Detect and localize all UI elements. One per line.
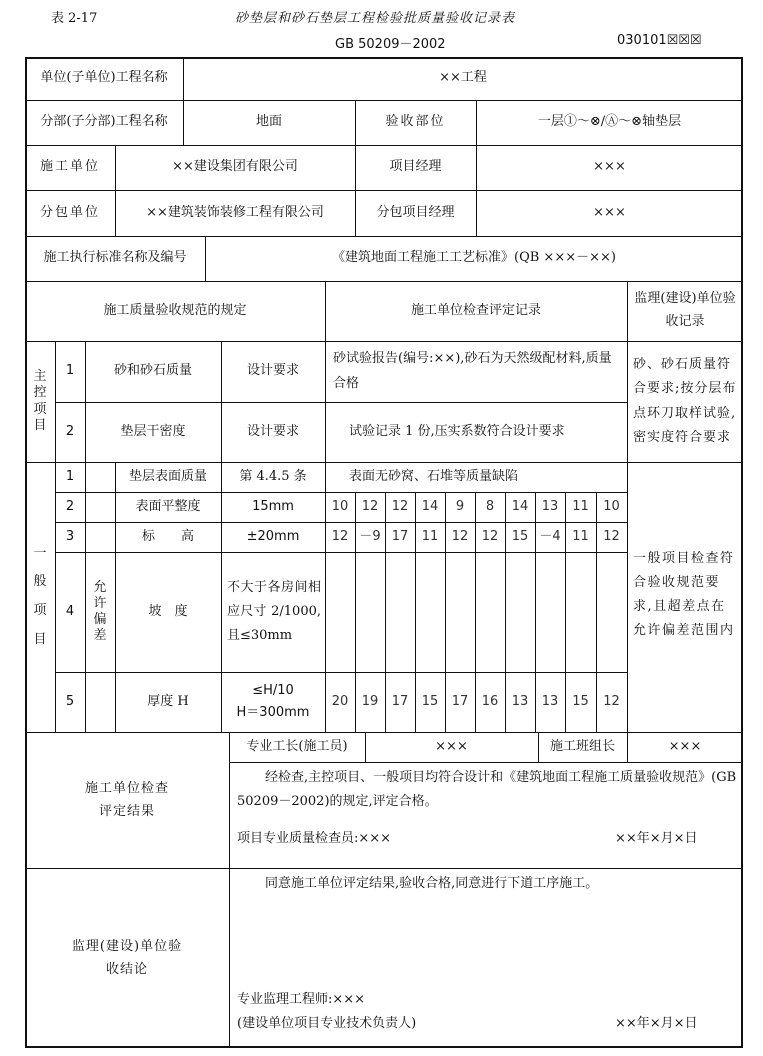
- main-item-2-req: 设计要求: [246, 423, 299, 439]
- measurement-cell: 14: [511, 498, 529, 514]
- standard-value: 《建筑地面工程施工工艺标准》(QB ×××－××): [332, 250, 616, 266]
- subcontractor-value: ××建筑装饰装修工程有限公司: [146, 204, 324, 220]
- measurement-cell: 15: [572, 693, 589, 709]
- measurement-cell: －4: [539, 528, 561, 544]
- form-title: 砂垫层和砂石垫层工程检验批质量验收记录表: [235, 11, 516, 26]
- measurement-cell: 17: [391, 528, 409, 544]
- measurement-cell: 15: [421, 693, 439, 709]
- check-column-header: 施工单位检查评定记录: [410, 302, 541, 318]
- measurement-cell: 10: [331, 498, 349, 514]
- general-supervision: 一般项目检查符合验收规范要求,且超差点在允许偏差范围内: [633, 550, 735, 639]
- general-item-2-no: 2: [65, 498, 75, 514]
- measurement-cell: 12: [391, 498, 409, 514]
- measurement-cell: [355, 552, 385, 672]
- general-item-1-name: 垫层表面质量: [128, 468, 207, 484]
- result-date: ××年×月×日: [615, 830, 698, 846]
- general-item-5-req: [221, 672, 325, 732]
- part-label: 验收部位: [385, 114, 446, 130]
- main-item-2-no: 2: [65, 423, 75, 439]
- general-item-4-name: 坡 度: [148, 603, 188, 619]
- tolerance-label: [87, 492, 113, 732]
- spec-column-header: 施工质量验收规范的规定: [103, 302, 247, 318]
- sub-pm-value: ×××: [593, 204, 626, 220]
- main-control-label-text: 主控项目: [33, 369, 47, 433]
- general-item-1-record: 表面无砂窝、石堆等质量缺陷: [349, 468, 519, 484]
- conclusion-label: [60, 930, 194, 986]
- measurement-cell: 9: [455, 498, 465, 514]
- measurement-cell: [505, 552, 535, 672]
- measurement-cell: 13: [511, 693, 529, 709]
- engineer-note: (建设单位项目专业技术负责人): [237, 1015, 417, 1031]
- main-item-1-record: 砂试验报告(编号:××),砂石为天然级配材料,质量合格: [333, 351, 612, 391]
- measurement-cell: 12: [331, 528, 349, 544]
- part-value: 一层①～⊗/Ⓐ～⊗轴垫层: [537, 114, 682, 130]
- measurement-cell: 12: [603, 693, 620, 709]
- measurement-cell: 13: [541, 693, 559, 709]
- general-item-2-name: 表面平整度: [135, 498, 201, 514]
- sub-unit-label: 分部(子分部)工程名称: [40, 114, 168, 130]
- measurement-cell: 8: [485, 498, 495, 514]
- measurement-cell: 17: [451, 693, 469, 709]
- measurement-cell: 17: [391, 693, 409, 709]
- measurement-cell: [385, 552, 415, 672]
- measurement-cell: 11: [421, 528, 439, 544]
- general-item-4-no: 4: [65, 603, 75, 619]
- form-code: 030101☒☒☒: [617, 33, 702, 48]
- form-number: 表 2-17: [51, 11, 98, 26]
- supervision-column-header: 监理(建设)单位验收记录: [634, 291, 736, 329]
- standard-number: GB 50209－2002: [335, 37, 446, 52]
- measurement-cell: 20: [331, 693, 349, 709]
- measurement-cell: [475, 552, 505, 672]
- general-item-1-req: 第 4.4.5 条: [239, 468, 307, 484]
- sub-unit-value: 地面: [255, 114, 282, 130]
- team-leader-value: ×××: [668, 738, 702, 754]
- general-item-5-req-line2: H＝300mm: [236, 705, 310, 720]
- contractor-value: ××建设集团有限公司: [172, 159, 298, 175]
- measurement-cell: 13: [541, 498, 559, 514]
- measurement-cell: 15: [511, 528, 529, 544]
- measurement-cell: －9: [359, 528, 381, 544]
- measurement-cell: 12: [451, 528, 469, 544]
- measurement-cell: 19: [361, 693, 379, 709]
- result-label: [60, 772, 194, 828]
- quality-inspector: 项目专业质量检查员:×××: [237, 830, 392, 846]
- measurement-cell: [415, 552, 445, 672]
- main-item-2-name: 垫层干密度: [120, 423, 186, 439]
- main-control-supervision: 砂、砂石质量符合要求;按分层布点环刀取样试验,密实度符合要求: [633, 357, 737, 445]
- standard-label: 施工执行标准名称及编号: [43, 250, 187, 266]
- unit-name-label: 单位(子单位)工程名称: [40, 70, 168, 86]
- result-label-text: 施工单位检查评定结果: [85, 780, 170, 819]
- main-control-label: [27, 341, 53, 462]
- general-item-4-req: 不大于各房间相应尺寸 2/1000,且≤30mm: [227, 579, 321, 644]
- measurement-cell: 12: [603, 528, 620, 544]
- main-item-1-req: 设计要求: [246, 363, 299, 379]
- measurement-cell: [565, 552, 596, 672]
- measurement-cell: 16: [481, 693, 499, 709]
- result-text: 经检查,主控项目、一般项目均符合设计和《建筑地面工程施工质量验收规范》(GB 50209－2002)的规定,评定合格。: [237, 770, 737, 810]
- foreman-label: 专业工长(施工员): [246, 738, 348, 754]
- general-item-3-name: 标 高: [141, 528, 194, 544]
- pm-value: ×××: [593, 159, 626, 175]
- subcontractor-label: 分包单位: [39, 204, 100, 220]
- general-label-text: 一般项目: [33, 545, 47, 647]
- general-item-5-name: 厚度 H: [147, 693, 189, 709]
- tolerance-label-text: 允许偏差: [93, 579, 107, 644]
- main-item-1-no: 1: [65, 363, 75, 379]
- measurement-cell: [325, 552, 355, 672]
- measurement-cell: 14: [421, 498, 439, 514]
- measurement-cell: 10: [603, 498, 620, 514]
- measurement-cell: 11: [572, 528, 589, 544]
- main-item-2-record: 试验记录 1 份,压实系数符合设计要求: [349, 423, 565, 439]
- measurement-cell: [596, 552, 627, 672]
- sub-pm-label: 分包项目经理: [376, 204, 455, 220]
- foreman-value: ×××: [435, 738, 468, 754]
- main-item-1-name: 砂和砂石质量: [113, 363, 192, 379]
- general-item-3-no: 3: [65, 528, 75, 544]
- general-item-5-req-line1: ≤H/10: [252, 682, 294, 698]
- contractor-label: 施工单位: [39, 159, 100, 175]
- general-item-3-req: ±20mm: [246, 528, 300, 544]
- pm-label: 项目经理: [389, 159, 442, 175]
- general-item-2-req: 15mm: [252, 498, 294, 514]
- team-leader-label: 施工班组长: [549, 738, 615, 754]
- measurement-cell: [535, 552, 565, 672]
- unit-name-value: ××工程: [439, 70, 487, 86]
- measurement-cell: 12: [481, 528, 499, 544]
- conclusion-date: ××年×月×日: [615, 1015, 698, 1031]
- measurement-cell: [445, 552, 475, 672]
- supervising-engineer: 专业监理工程师:×××: [237, 991, 366, 1007]
- general-item-5-no: 5: [65, 693, 75, 709]
- general-label: [27, 462, 53, 732]
- measurement-cell: 12: [361, 498, 379, 514]
- general-item-1-no: 1: [65, 468, 75, 484]
- measurement-cell: 11: [572, 498, 589, 514]
- conclusion-label-text: 监理(建设)单位验收结论: [71, 938, 183, 977]
- conclusion-text: 同意施工单位评定结果,验收合格,同意进行下道工序施工。: [265, 875, 599, 891]
